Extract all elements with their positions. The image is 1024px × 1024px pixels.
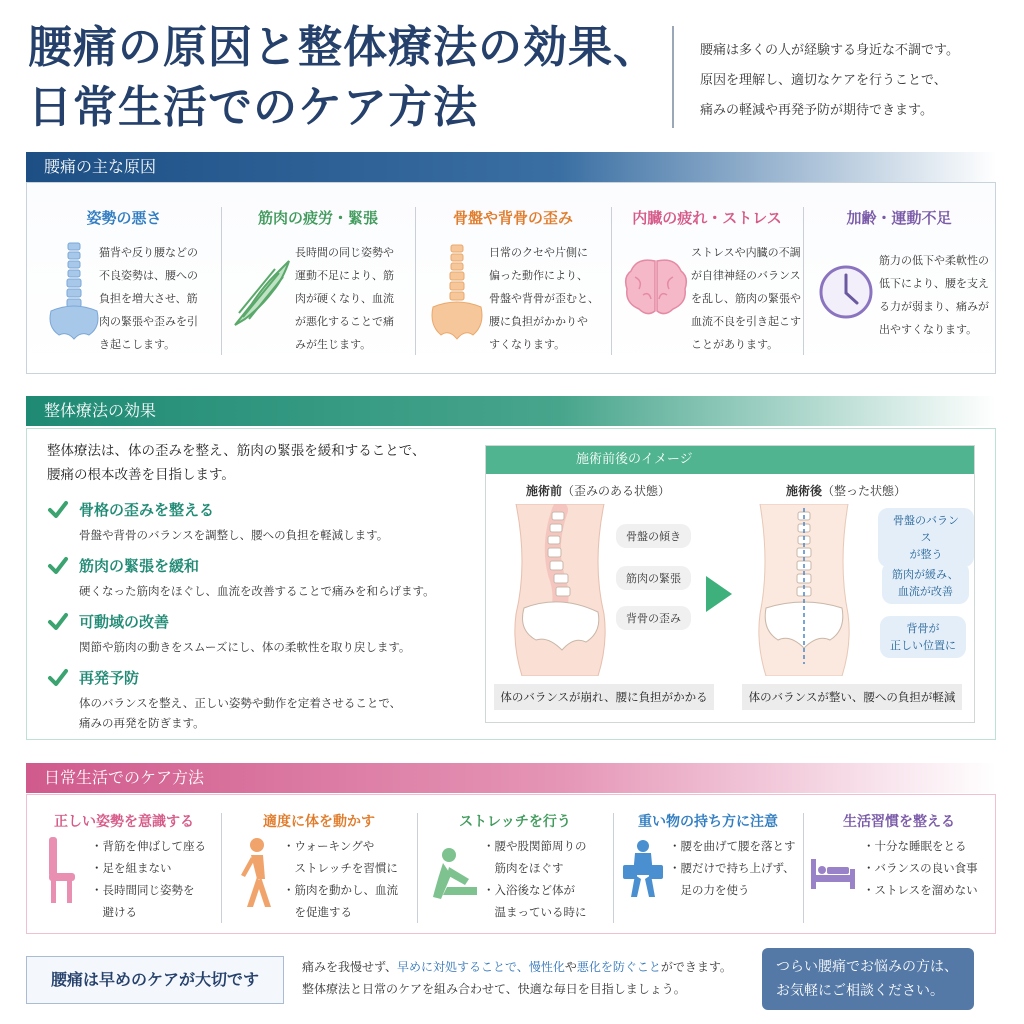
effect-desc: 関節や筋肉の動きをスムーズにし、体の柔軟性を取り戻します。 [79,640,411,654]
checkmark-icon [47,667,69,689]
care-card-stretch [417,795,613,935]
care-card-posture [27,795,221,935]
cause-title: 内臓の疲れ・ストレス [632,209,782,227]
before-tag: 筋肉の緊張 [616,566,691,590]
effects-panel [26,428,996,740]
effect-desc: 体のバランスを整え、正しい姿勢や動作を定着させることで、 痛みの再発を防ぎます。 [79,696,402,730]
header-intro-line: 腰痛は多くの人が経験する身近な不調です。 [700,43,959,58]
chair-icon [45,835,79,907]
causes-heading: 腰痛の主な原因 [26,152,996,182]
after-tag: 背骨が 正しい位置に [880,616,966,658]
cause-title: 筋肉の疲労・緊張 [257,209,378,227]
after-tag: 骨盤のバランス が整う [878,508,974,567]
clock-icon [817,263,875,321]
cause-text: 日常のクセや片側に 偏った動作により、 骨盤や背骨が歪むと、 腰に負担がかかりや すくなります。 [489,246,599,351]
after-caption: 体のバランスが整い、腰への負担が軽減 [742,684,962,710]
lifting-icon [621,839,665,899]
footer-text: 痛みを我慢せず、早めに対処することで、慢性化や悪化を防ぐことができます。 整体療法と日常のケアを組み合わせて、快適な毎日を目指しましょう。 [302,960,732,996]
before-tag: 骨盤の傾き [616,524,691,548]
care-list: ・十分な睡眠をとる ・バランスの良い食事 ・ストレスを溜めない [863,839,978,897]
before-body-illustration [508,504,612,676]
checkmark-icon [47,555,69,577]
effect-item [47,667,467,737]
care-title: 適度に体を動かす [263,814,375,830]
care-title: ストレッチを行う [459,814,571,830]
cause-text: 長時間の同じ姿勢や 運動不足により、筋 肉が硬くなり、血流 が悪化することで痛 みが生じます。 [295,246,394,351]
effect-desc: 硬くなった筋肉をほぐし、血流を改善することで痛みを和らげます。 [79,584,435,598]
effect-item [47,499,467,551]
causes-panel [26,182,996,374]
page-title-line2: 日常生活でのケア方法 [28,82,478,133]
effect-title: 骨格の歪みを整える [79,501,215,519]
header-divider [672,26,674,128]
before-caption: 体のバランスが崩れ、腰に負担がかかる [494,684,714,710]
cta-line: お気軽にご相談ください。 [776,983,944,999]
care-list: ・ウォーキングや ストレッチを習慣に ・筋肉を動かし、血流 を促進する [283,839,398,919]
care-list: ・腰や股関節周りの 筋肉をほぐす ・入浴後など体が 温まっている時に [483,839,587,919]
cause-card-posture [27,183,221,373]
effect-title: 可動域の改善 [79,613,170,631]
care-card-lifting [613,795,803,935]
page-header [0,0,1024,150]
effects-heading: 整体療法の効果 [26,396,996,426]
walking-icon [235,837,275,909]
cause-title: 姿勢の悪さ [86,209,162,227]
cause-title: 骨盤や背骨の歪み [452,209,573,227]
after-body-illustration [752,504,856,676]
effect-item [47,611,467,663]
care-card-lifestyle [803,795,995,935]
checkmark-icon [47,611,69,633]
before-label: 施術前（歪みのある状態） [526,484,671,498]
cause-card-pelvis [415,183,611,373]
cause-card-aging [803,183,995,373]
diagram-header: 施術前後のイメージ [486,446,974,474]
header-intro-line: 痛みの軽減や再発予防が期待できます。 [700,103,933,118]
checkmark-icon [47,499,69,521]
care-card-exercise [221,795,417,935]
care-heading: 日常生活でのケア方法 [26,763,996,793]
page-title [28,18,668,138]
cause-title: 加齢・運動不足 [846,209,952,227]
header-intro-line: 原因を理解し、適切なケアを行うことで、 [700,73,947,88]
before-after-diagram [485,445,975,723]
care-title: 重い物の持ち方に注意 [638,814,778,830]
muscle-icon [231,257,293,329]
stretch-icon [429,847,479,903]
care-title: 生活習慣を整える [843,814,955,830]
after-tag: 筋肉が緩み、 血流が改善 [882,562,969,604]
cause-card-stress [611,183,803,373]
footer-badge: 腰痛は早めのケアが大切です [26,956,284,1004]
header-intro [700,36,1010,126]
right-arrow-icon [704,574,734,614]
effect-desc: 骨盤や背骨のバランスを調整し、腰への負担を軽減します。 [79,528,389,542]
care-list: ・腰を曲げて腰を落とす ・腰だけで持ち上げず、 足の力を使う [669,839,796,897]
spine-pelvis-icon [43,239,105,349]
effect-item [47,555,467,607]
before-tag: 背骨の歪み [616,606,691,630]
cause-text: 筋力の低下や柔軟性の 低下により、腰を支え る力が弱まり、痛みが 出やすくなります。 [879,254,989,336]
effects-intro: 整体療法は、体の歪みを整え、筋肉の緊張を緩和することで、 腰痛の根本改善を目指します。 [47,443,426,483]
consultation-cta[interactable] [762,948,974,1010]
effect-title: 筋肉の緊張を緩和 [79,557,200,575]
cause-card-muscle [221,183,415,373]
page-title-line1: 腰痛の原因と整体療法の効果、 [28,22,658,73]
effect-title: 再発予防 [79,669,140,687]
cause-text: 猫背や反り腰などの 不良姿勢は、腰への 負担を増大させ、筋 肉の緊張や歪みを引 き起こします。 [99,246,198,351]
bed-icon [809,855,857,891]
brain-icon [623,255,689,319]
care-list: ・背筋を伸ばして座る ・足を組まない ・長時間同じ姿勢を 避ける [91,839,206,919]
care-title: 正しい姿勢を意識する [54,814,194,830]
cta-line: つらい腰痛でお悩みの方は、 [776,959,958,975]
after-label: 施術後（整った状態） [786,484,907,498]
cause-text: ストレスや内臓の不調 が自律神経のバランス を乱し、筋肉の緊張や 血流不良を引き起こす ことがあります。 [691,246,801,351]
care-panel [26,794,996,934]
pelvis-icon [427,241,487,347]
